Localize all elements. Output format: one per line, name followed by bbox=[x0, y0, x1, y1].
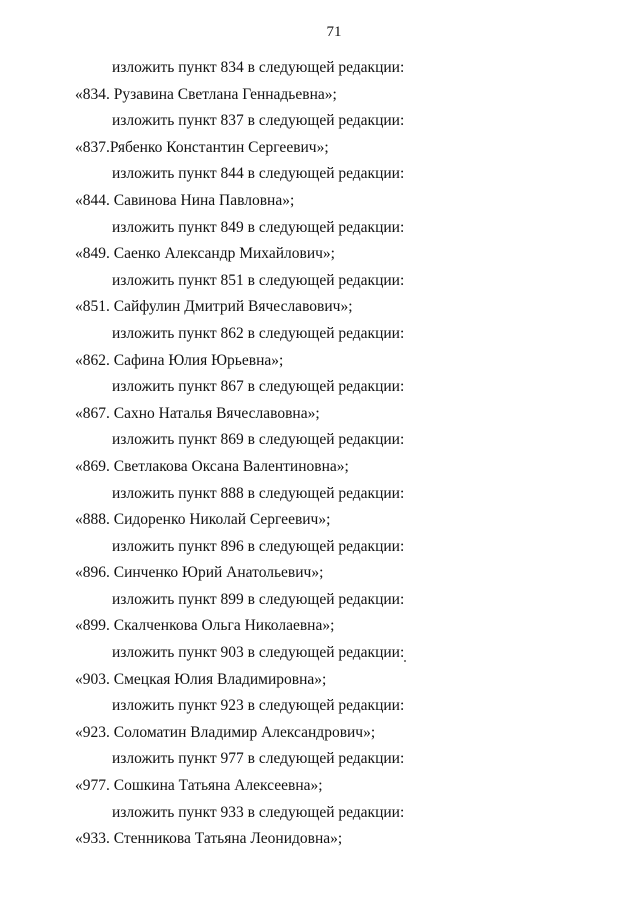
amendment-list bbox=[0, 55, 640, 853]
instruction-line: изложить пункт 834 в следующей редакции: bbox=[112, 59, 405, 76]
instruction-line: изложить пункт 933 в следующей редакции: bbox=[112, 803, 405, 821]
amended-entry: «851. Сайфулин Дмитрий Вячеславович»; bbox=[75, 298, 353, 316]
instruction-line: изложить пункт 899 в следующей редакции: bbox=[112, 590, 405, 608]
amended-entry: «867. Сахно Наталья Вячеславовна»; bbox=[75, 404, 320, 422]
amended-entry: «844. Савинова Нина Павловна»; bbox=[75, 191, 295, 209]
instruction-line: изложить пункт 837 в следующей редакции: bbox=[112, 112, 405, 130]
instruction-line: изложить пункт 888 в следующей редакции: bbox=[112, 484, 405, 502]
amended-entry: «888. Сидоренко Николай Сергеевич»; bbox=[75, 511, 331, 529]
scan-speck bbox=[404, 660, 406, 662]
amended-entry: «923. Соломатин Владимир Александрович»; bbox=[75, 723, 376, 741]
amended-entry: «869. Светлакова Оксана Валентиновна»; bbox=[75, 457, 349, 475]
instruction-line: изложить пункт 896 в следующей редакции: bbox=[112, 537, 405, 555]
amended-entry: «903. Смецкая Юлия Владимировна»; bbox=[75, 670, 327, 688]
instruction-line: изложить пункт 867 в следующей редакции: bbox=[112, 378, 405, 396]
amended-entry: «837.Рябенко Константин Сергеевич»; bbox=[75, 138, 329, 156]
amended-entry: «896. Синченко Юрий Анатольевич»; bbox=[75, 564, 324, 582]
amended-entry: «849. Саенко Александр Михайлович»; bbox=[75, 245, 335, 263]
amended-entry: «862. Сафина Юлия Юрьевна»; bbox=[75, 351, 284, 369]
amended-entry: «977. Сошкина Татьяна Алексеевна»; bbox=[75, 777, 323, 795]
instruction-line: изложить пункт 851 в следующей редакции: bbox=[112, 271, 405, 289]
instruction-line: изложить пункт 862 в следующей редакции: bbox=[112, 324, 405, 342]
amended-entry: «834. Рузавина Светлана Геннадьевна»; bbox=[75, 85, 337, 103]
instruction-line: изложить пункт 903 в следующей редакции: bbox=[112, 644, 405, 662]
instruction-line: изложить пункт 977 в следующей редакции: bbox=[112, 750, 405, 768]
amended-entry: «899. Скалченкова Ольга Николаевна»; bbox=[75, 617, 335, 635]
page-number: 71 bbox=[326, 24, 342, 40]
instruction-line: изложить пункт 869 в следующей редакции: bbox=[112, 431, 405, 449]
instruction-line: изложить пункт 923 в следующей редакции: bbox=[112, 697, 405, 715]
instruction-line: изложить пункт 849 в следующей редакции: bbox=[112, 218, 405, 236]
instruction-line: изложить пункт 844 в следующей редакции: bbox=[112, 165, 405, 183]
amended-entry: «933. Стенникова Татьяна Леонидовна»; bbox=[75, 830, 343, 848]
